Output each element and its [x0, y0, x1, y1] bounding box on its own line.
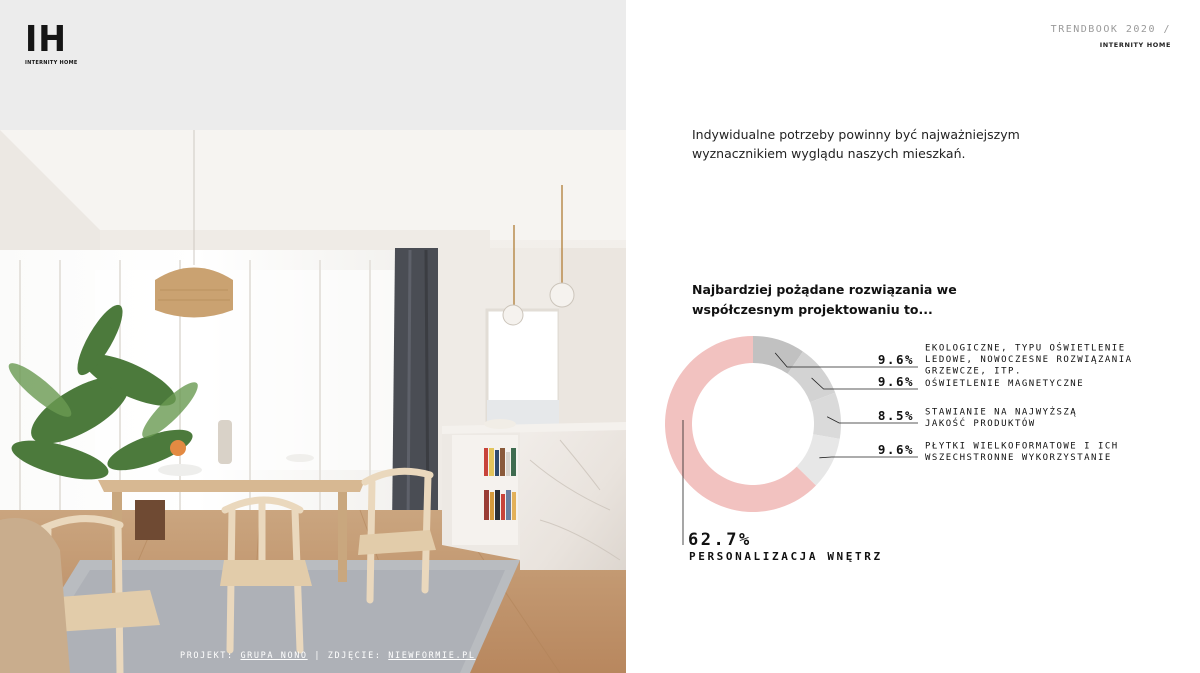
brand-name: INTERNITY HOME: [1099, 41, 1171, 49]
donut-slices: [665, 336, 841, 512]
logo-subtitle: INTERNITY HOME: [25, 60, 78, 66]
photo-credits: [180, 651, 476, 661]
chart-question: Najbardziej pożądane rozwiązania we współczesnym projektowaniu to...: [692, 282, 957, 317]
logo-mark: IH: [25, 19, 67, 60]
credits-separator: | ZDJĘCIE:: [307, 651, 389, 661]
slice-label-4-line-1: WSZECHSTRONNE WYKORZYSTANIE: [925, 452, 1112, 463]
slice-label-1-line-0: EKOLOGICZNE, TYPU OŚWIETLENIE: [925, 343, 1126, 354]
slice-percent-3: 8.5%: [877, 408, 914, 423]
slice-label-2-line-0: OŚWIETLENIE MAGNETYCZNE: [925, 379, 1085, 389]
leader-line-2: [812, 378, 918, 389]
logo: [25, 19, 78, 66]
donut-slice-3: [810, 393, 841, 439]
leader-line-3: [827, 417, 918, 423]
credits-photo-link[interactable]: NIEWFORMIE.PL: [388, 651, 476, 661]
leader-line-1: [775, 353, 918, 367]
donut-slice-4: [797, 434, 840, 485]
donut-slice-1: [753, 336, 803, 374]
slice-label-3-line-1: JAKOŚĆ PRODUKTÓW: [925, 418, 1036, 429]
leader-line-4: [819, 457, 918, 458]
credits-project-link[interactable]: GRUPA NONO: [240, 651, 308, 661]
chart-labels: [688, 342, 1133, 564]
leader-lines: [683, 353, 918, 545]
trendbook-title: TRENDBOOK 2020 /: [1050, 24, 1171, 35]
slice-percent-1: 9.6%: [877, 352, 914, 367]
page-header: [1051, 24, 1171, 49]
slice-label-3-line-0: STAWIANIE NA NAJWYŻSZĄ: [925, 407, 1078, 418]
slice-label-0: PERSONALIZACJA WNĘTRZ: [689, 550, 883, 563]
slice-label-1-line-2: GRZEWCZE, ITP.: [925, 366, 1022, 377]
interior-photo: [0, 130, 626, 673]
donut-slice-0: [665, 336, 816, 512]
slice-percent-4: 9.6%: [877, 442, 914, 457]
credits-project-prefix: PROJEKT:: [180, 651, 241, 661]
slice-label-4-line-0: PŁYTKI WIELKOFORMATOWE I ICH: [925, 441, 1119, 452]
donut-slice-2: [788, 352, 836, 403]
intro-text: Indywidualne potrzeby powinny być najważniejszym wyznacznikiem wyglądu naszych mieszkań.: [692, 127, 1020, 161]
slice-label-1-line-1: LEDOWE, NOWOCZESNE ROZWIĄZANIA: [925, 355, 1133, 365]
slice-percent-0: 62.7%: [688, 530, 752, 550]
slice-percent-2: 9.6%: [877, 374, 914, 389]
